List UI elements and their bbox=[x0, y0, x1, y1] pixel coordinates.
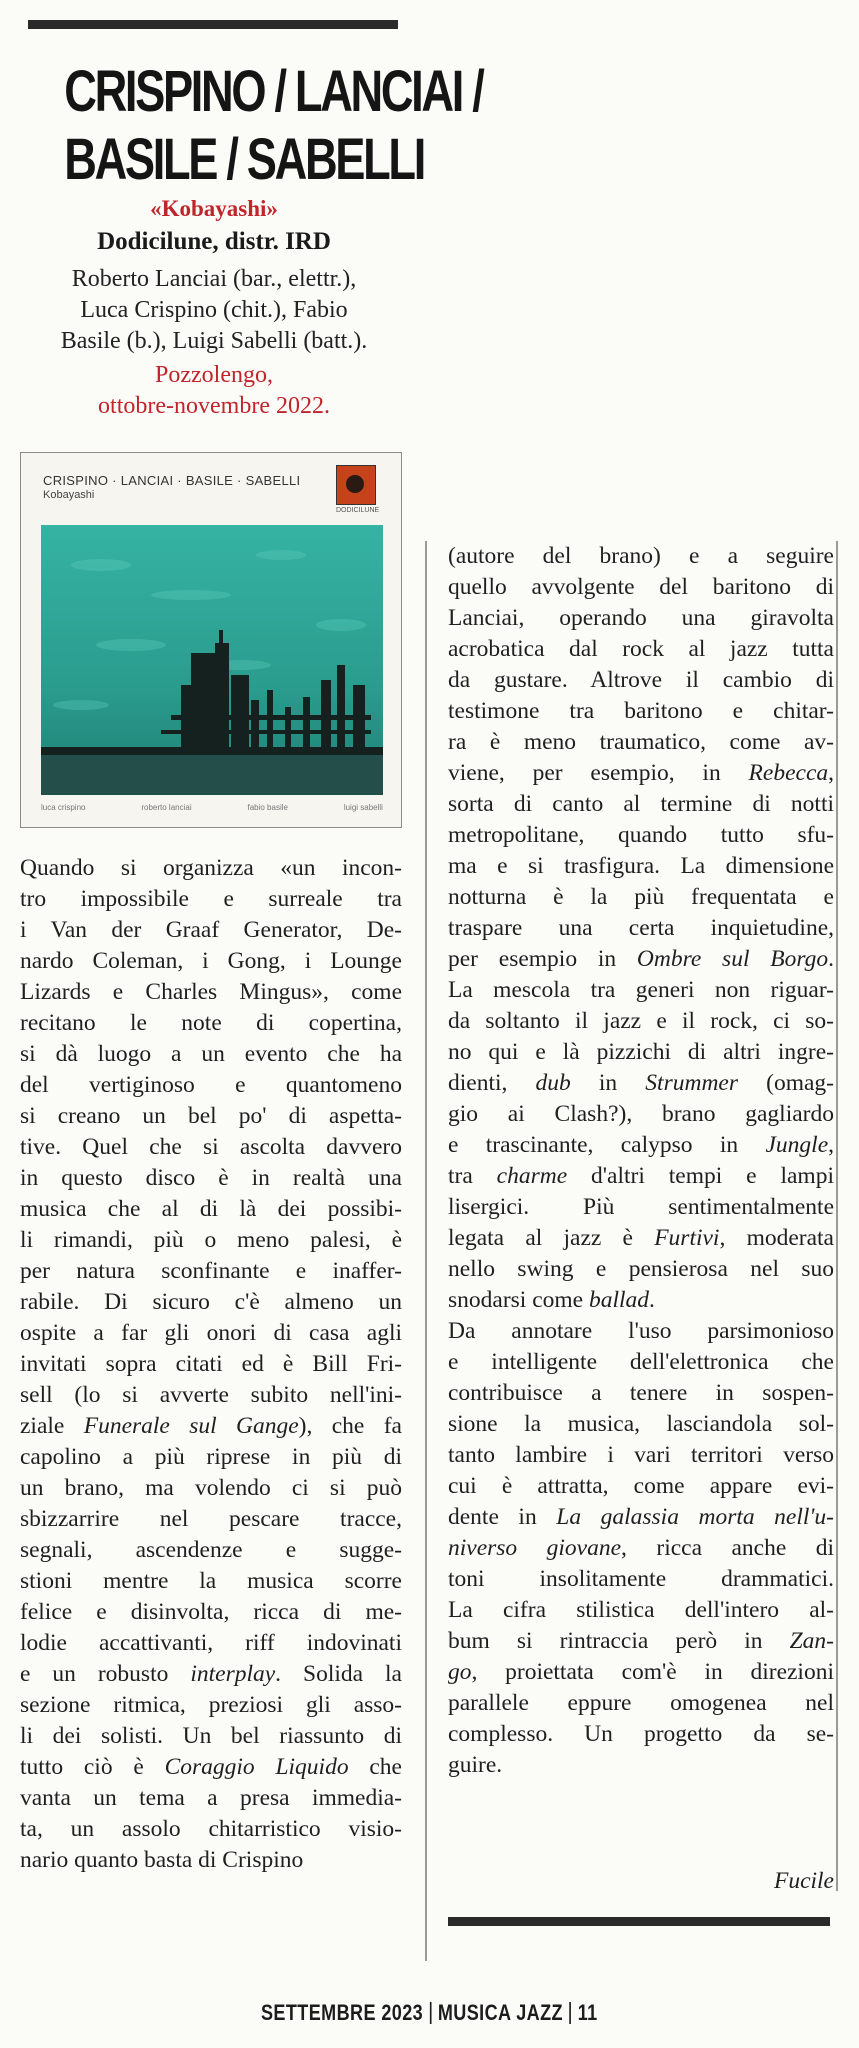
text-line: sezione ritmica, preziosi gli asso- bbox=[20, 1692, 402, 1718]
text-line: sell (lo si avverte subito nell'ini- bbox=[20, 1382, 402, 1408]
text-line: tanto lambire i vari territori verso bbox=[448, 1442, 834, 1468]
text-line: per esempio in Ombre sul Borgo. bbox=[448, 946, 834, 972]
title-line-1: CRISPINO / LANCIAI / bbox=[64, 59, 483, 124]
text-line: e intelligente dell'elettronica che bbox=[448, 1349, 834, 1375]
text-line: dienti, dub in Strummer (omag- bbox=[448, 1070, 834, 1096]
text-line: bum si rintraccia però in Zan- bbox=[448, 1628, 834, 1654]
text-line: legata al jazz è Furtivi, moderata bbox=[448, 1225, 834, 1251]
italic-title: Zan- bbox=[789, 1628, 834, 1654]
text-line: in questo disco è in realtà una bbox=[20, 1165, 402, 1191]
page-footer bbox=[0, 2000, 859, 2026]
italic-title: Rebecca bbox=[748, 760, 829, 786]
text-line: tive. Quel che si ascolta davvero bbox=[20, 1134, 402, 1160]
text-line: sione la musica, lasciandola sol- bbox=[448, 1411, 834, 1437]
italic-title: go bbox=[448, 1659, 472, 1685]
cover-credit: fabio basile bbox=[247, 803, 288, 812]
text-line: musica che al di là dei possibi- bbox=[20, 1196, 402, 1222]
text-line: invitati sopra citati ed è Bill Fri- bbox=[20, 1351, 402, 1377]
italic-title: Strummer bbox=[645, 1070, 738, 1096]
text-line: dente in La galassia morta nell'u- bbox=[448, 1504, 834, 1530]
text-line: da gustare. Altrove il cambio di bbox=[448, 667, 834, 693]
place-line: Pozzolengo, bbox=[155, 362, 273, 388]
record-label: Dodicilune, distr. IRD bbox=[97, 228, 331, 255]
footer-page-number: 11 bbox=[577, 2000, 598, 2025]
text-line: sorta di canto al termine di notti bbox=[448, 791, 834, 817]
review-body-left bbox=[20, 853, 402, 1876]
text-line: lisergici. Più sentimentalmente bbox=[448, 1194, 834, 1220]
italic-title: interplay bbox=[190, 1661, 276, 1687]
text-line: e un robusto interplay. Solida la bbox=[20, 1661, 402, 1687]
text-line: da soltanto il jazz e il rock, ci so- bbox=[448, 1008, 834, 1034]
text-line: si creano un bel po' di aspetta- bbox=[20, 1103, 402, 1129]
text-line: i Van der Graaf Generator, De- bbox=[20, 917, 402, 943]
italic-title: Coraggio Liquido bbox=[164, 1754, 349, 1780]
text-line: per natura sconfinante e inaffer- bbox=[20, 1258, 402, 1284]
text-line: no qui e là pizzichi di altri ingre- bbox=[448, 1039, 834, 1065]
cover-credit: luigi sabelli bbox=[343, 803, 383, 812]
text-line: La cifra stilistica dell'intero al- bbox=[448, 1597, 834, 1623]
bottom-rule bbox=[448, 1917, 830, 1926]
text-line: contribuisce a tenere in sospen- bbox=[448, 1380, 834, 1406]
text-line: testimone tra baritono e chitar- bbox=[448, 698, 834, 724]
text-line: metropolitane, quando tutto sfu- bbox=[448, 822, 834, 848]
text-line: ma e si trasfigura. La dimensione bbox=[448, 853, 834, 879]
text-line: nario quanto basta di Crispino bbox=[20, 1847, 304, 1873]
text-line: rabile. Di sicuro c'è almeno un bbox=[20, 1289, 402, 1315]
italic-title: La galassia morta nell'u- bbox=[556, 1504, 834, 1530]
text-line: ta, un assolo chitarristico visio- bbox=[20, 1816, 402, 1842]
text-line: segnali, ascendenze e sugge- bbox=[20, 1537, 402, 1563]
text-line: (autore del brano) e a seguire bbox=[448, 543, 834, 569]
label-logo-text: DODICILUNE bbox=[336, 507, 380, 514]
album-title: «Kobayashi» bbox=[150, 196, 278, 221]
italic-title: Funerale sul Gange bbox=[83, 1413, 299, 1439]
text-line: notturna è la più frequentata e bbox=[448, 884, 834, 910]
text-line: capolino a più riprese in più di bbox=[20, 1444, 402, 1470]
italic-title: ballad bbox=[588, 1287, 650, 1313]
footer-separator bbox=[570, 2002, 572, 2024]
text-line: recitano le note di copertina, bbox=[20, 1010, 402, 1036]
cover-artwork bbox=[41, 525, 383, 795]
text-line: del vertiginoso e quantomeno bbox=[20, 1072, 402, 1098]
text-line: e trascinante, calypso in Jungle, bbox=[448, 1132, 834, 1158]
cover-credit: luca crispino bbox=[41, 803, 86, 812]
italic-title: dub bbox=[535, 1070, 571, 1096]
text-line: un brano, ma volendo ci si può bbox=[20, 1475, 402, 1501]
text-line: go, proiettata com'è in direzioni bbox=[448, 1659, 834, 1685]
italic-title: charme bbox=[496, 1163, 568, 1189]
text-line: stioni mentre la musica scorre bbox=[20, 1568, 402, 1594]
text-line: toni insolitamente drammatici. bbox=[448, 1566, 834, 1592]
text-line: cui è attratta, come appare evi- bbox=[448, 1473, 834, 1499]
cover-artist-names: CRISPINO · LANCIAI · BASILE · SABELLI bbox=[43, 473, 301, 488]
cover-album-title: Kobayashi bbox=[43, 489, 95, 501]
text-line: tra charme d'altri tempi e lampi bbox=[448, 1163, 834, 1189]
cover-credit: roberto lanciai bbox=[141, 803, 192, 812]
text-line: Lanciai, operando una giravolta bbox=[448, 605, 834, 631]
column-divider-right bbox=[836, 541, 838, 1891]
footer-separator bbox=[430, 2002, 432, 2024]
footer-magazine: MUSICA JAZZ bbox=[438, 2000, 564, 2025]
text-line: parallele eppure omogenea nel bbox=[448, 1690, 834, 1716]
text-line: viene, per esempio, in Rebecca, bbox=[448, 760, 834, 786]
cover-water bbox=[41, 751, 383, 795]
text-line: snodarsi come ballad. bbox=[448, 1287, 655, 1313]
text-line: Lizards e Charles Mingus», come bbox=[20, 979, 402, 1005]
text-line: ziale Funerale sul Gange), che fa bbox=[20, 1413, 402, 1439]
lineup-line: Luca Crispino (chit.), Fabio bbox=[80, 297, 348, 323]
title-line-2: BASILE / SABELLI bbox=[64, 127, 424, 192]
review-title bbox=[64, 58, 483, 194]
label-logo bbox=[336, 465, 380, 521]
label-logo-mark bbox=[336, 465, 376, 505]
text-line: tutto ciò è Coraggio Liquido che bbox=[20, 1754, 402, 1780]
column-divider bbox=[425, 541, 427, 1961]
text-line: traspare una certa inquietudine, bbox=[448, 915, 834, 941]
text-line: nardo Coleman, i Gong, i Lounge bbox=[20, 948, 402, 974]
text-line: complesso. Un progetto da se- bbox=[448, 1721, 834, 1747]
text-line: acrobatica dal rock al jazz tutta bbox=[448, 636, 834, 662]
text-line: nello swing e pensierosa nel suo bbox=[448, 1256, 834, 1282]
text-line: tro impossibile e surreale tra bbox=[20, 886, 402, 912]
album-cover bbox=[20, 452, 402, 828]
cover-credits bbox=[41, 803, 383, 812]
text-line: vanta un tema a presa immedia- bbox=[20, 1785, 402, 1811]
text-line: Da annotare l'uso parsimonioso bbox=[448, 1318, 834, 1344]
top-rule bbox=[28, 20, 398, 29]
text-line: gio ai Clash?), brano gagliardo bbox=[448, 1101, 834, 1127]
author-signature: Fucile bbox=[773, 1868, 834, 1894]
lineup bbox=[22, 264, 406, 357]
text-line: quello avvolgente del baritono di bbox=[448, 574, 834, 600]
lineup-line: Roberto Lanciai (bar., elettr.), bbox=[71, 266, 357, 292]
text-line: niverso giovane, ricca anche di bbox=[448, 1535, 834, 1561]
text-line: La mescola tra generi non riguar- bbox=[448, 977, 834, 1003]
text-line: li dei solisti. Un bel riassunto di bbox=[20, 1723, 402, 1749]
text-line: felice e disinvolta, ricca di me- bbox=[20, 1599, 402, 1625]
text-line: Quando si organizza «un incon- bbox=[20, 855, 402, 881]
text-line: si dà luogo a un evento che ha bbox=[20, 1041, 402, 1067]
italic-title: niverso giovane bbox=[448, 1535, 622, 1561]
text-line: ra è meno traumatico, come av- bbox=[448, 729, 834, 755]
text-line: lodie accattivanti, riff indovinati bbox=[20, 1630, 402, 1656]
place-line: ottobre-novembre 2022. bbox=[98, 393, 330, 419]
italic-title: Jungle bbox=[765, 1132, 829, 1158]
lineup-line: Basile (b.), Luigi Sabelli (batt.). bbox=[60, 328, 368, 354]
text-line: guire. bbox=[448, 1752, 503, 1778]
text-line: ospite a far gli onori di casa agli bbox=[20, 1320, 402, 1346]
text-line: sbizzarrire nel pescare tracce, bbox=[20, 1506, 402, 1532]
footer-issue-date: SETTEMBRE 2023 bbox=[261, 2000, 424, 2025]
italic-title: Ombre sul Borgo bbox=[636, 946, 829, 972]
recording-place bbox=[22, 360, 406, 422]
text-line: li rimandi, più o meno palesi, è bbox=[20, 1227, 402, 1253]
italic-title: Furtivi bbox=[654, 1225, 720, 1251]
review-body-right bbox=[448, 541, 834, 1781]
